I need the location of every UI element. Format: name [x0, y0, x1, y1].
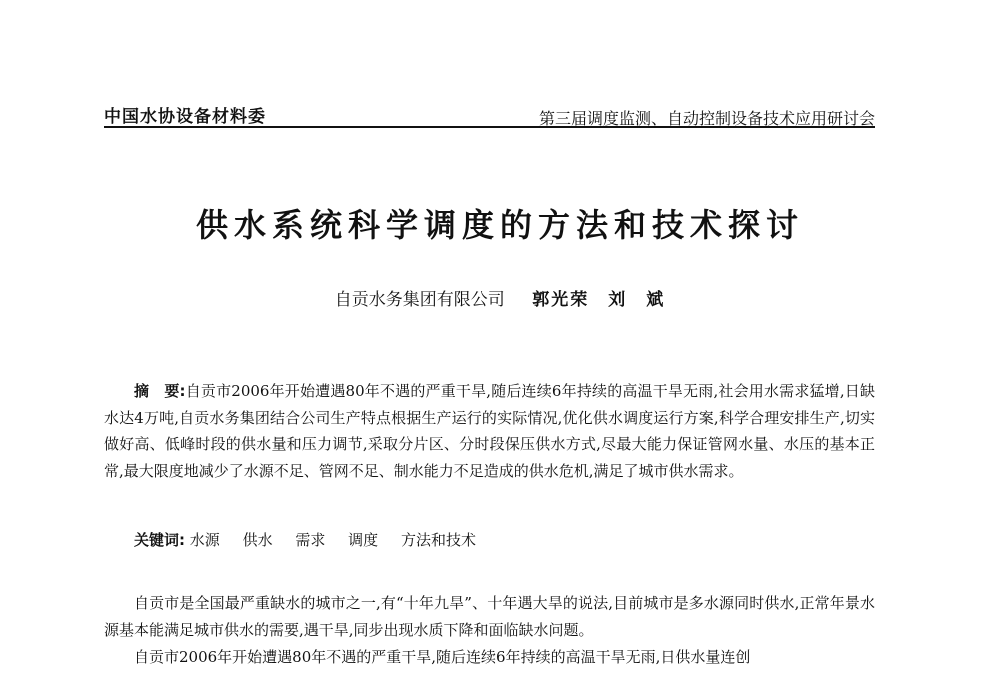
body-paragraph: 自贡市2006年开始遭遇80年不遇的严重干旱,随后连续6年持续的高温干旱无雨,日供水量连创 [134, 648, 751, 666]
abstract-label: 摘 要: [134, 382, 186, 400]
affiliation: 自贡水务集团有限公司 [334, 290, 505, 310]
keyword: 水源 [189, 531, 220, 549]
body-paragraph: 自贡市是全国最严重缺水的城市之一,有“十年九旱”、十年遇大旱的说法,目前城市是多水源同时供水,正常年景水源基本能满足城市供水的需要,遇干旱,同步出现水质下降和面临缺水问题。 [104, 594, 875, 639]
keywords-label: 关键词: [134, 531, 185, 549]
keyword: 方法和技术 [400, 531, 476, 549]
body-text [104, 590, 875, 671]
header-conference: 第三届调度监测、自动控制设备技术应用研讨会 [538, 109, 875, 128]
byline [0, 285, 1000, 310]
abstract [104, 378, 875, 484]
keyword: 供水 [242, 531, 273, 549]
authors: 郭光荣 刘 斌 [532, 290, 666, 310]
keywords [134, 529, 494, 550]
header-organization: 中国水协设备材料委 [104, 107, 266, 127]
running-header [104, 96, 875, 132]
header-rule [104, 126, 875, 128]
paper-title: 供水系统科学调度的方法和技术探讨 [195, 206, 804, 244]
keyword: 调度 [348, 531, 379, 549]
keyword: 需求 [295, 531, 326, 549]
abstract-text: 自贡市2006年开始遭遇80年不遇的严重干旱,随后连续6年持续的高温干旱无雨,社会用水需求猛增,日缺水达4万吨,自贡水务集团结合公司生产特点根据生产运行的实际情况,优化供水调度运行方案,科学合理安排生产,切实做好高、低峰时段的供水量和压力调节,采取分片区、分时段保压供水方式,尽最大能力保证管网水量、水压的基本正常,最大限度地减少了水源不足、管网不足、制水能力不足造成的供水危机,满足了城市供水需求。 [104, 382, 875, 480]
